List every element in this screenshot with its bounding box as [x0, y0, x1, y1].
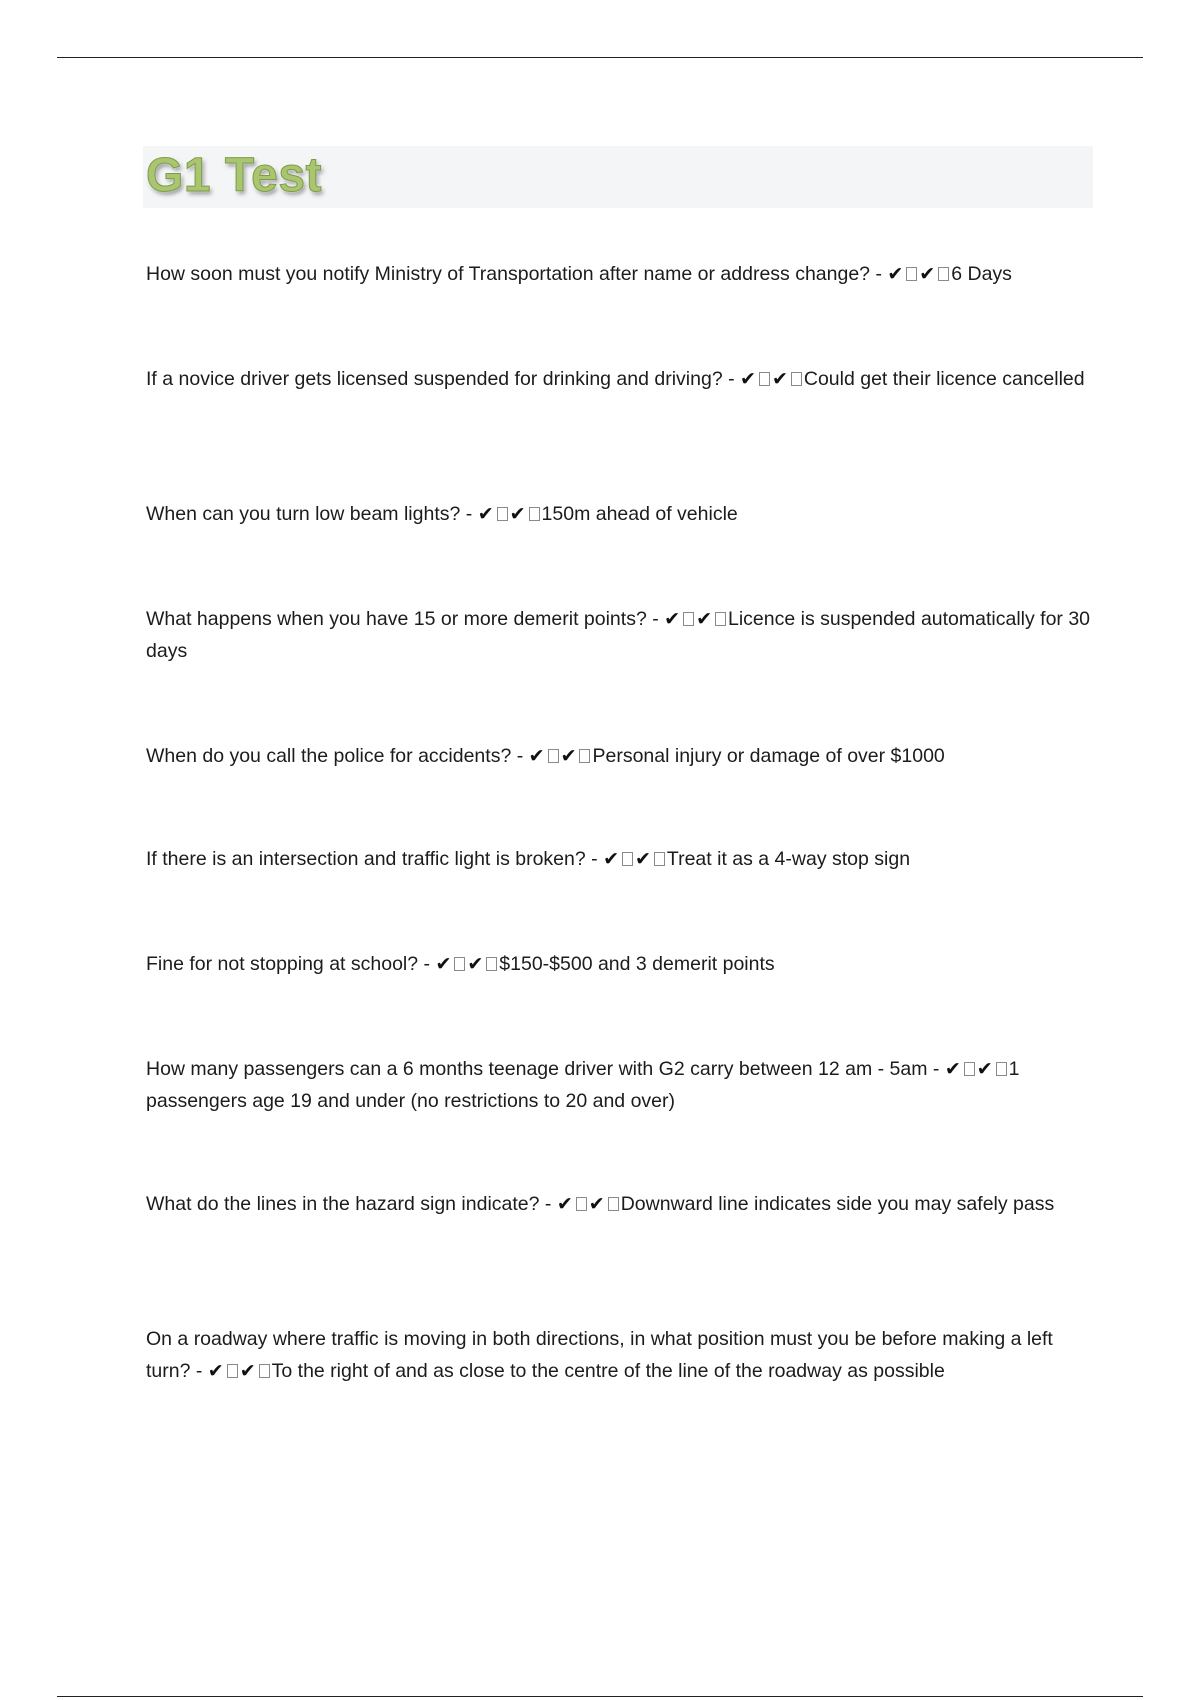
- qa-item-2: [146, 363, 1096, 395]
- checkbox-glyph-icon: [683, 612, 694, 626]
- separator: -: [585, 848, 604, 870]
- checkbox-glyph-icon: [227, 1364, 238, 1378]
- check-mark-icon: ✔: [560, 745, 577, 767]
- question-text: Fine for not stopping at school?: [146, 953, 419, 975]
- check-mark-icon: ✔: [435, 953, 452, 975]
- separator: -: [646, 608, 665, 630]
- checkbox-glyph-icon: [548, 749, 559, 763]
- qa-item-9: [146, 1188, 1096, 1220]
- checkbox-glyph-icon: [964, 1062, 975, 1076]
- check-mark-icon: ✔: [919, 263, 936, 285]
- separator: -: [511, 745, 529, 767]
- check-mark-icon: ✔: [634, 848, 651, 870]
- checkbox-glyph-icon: [608, 1197, 619, 1211]
- qa-item-5: [146, 740, 1096, 772]
- question-text: If a novice driver gets licensed suspended for drinking and driving?: [146, 368, 723, 390]
- checkbox-glyph-icon: [715, 612, 726, 626]
- bottom-rule: [57, 1696, 1143, 1697]
- checkbox-glyph-icon: [259, 1364, 270, 1378]
- top-rule: [57, 57, 1143, 58]
- checkbox-glyph-icon: [486, 957, 497, 971]
- qa-item-6: [146, 843, 1096, 875]
- answer-text: Downward line indicates side you may safely pass: [620, 1193, 1055, 1215]
- check-mark-icon: ✔: [664, 608, 681, 630]
- answer-text: 150m ahead of vehicle: [541, 503, 738, 525]
- check-mark-icon: ✔: [976, 1058, 993, 1080]
- checkbox-glyph-icon: [622, 852, 633, 866]
- question-text: What happens when you have 15 or more demerit points?: [146, 608, 647, 630]
- answer-text: Personal injury or damage of over $1000: [592, 745, 945, 767]
- check-mark-icon: ✔: [603, 848, 619, 870]
- checkbox-glyph-icon: [497, 507, 508, 521]
- check-mark-icon: ✔: [477, 503, 494, 525]
- checkbox-glyph-icon: [654, 852, 665, 866]
- answer-text: $150-$500 and 3 demerit points: [499, 953, 775, 975]
- qa-item-1: [146, 258, 1096, 290]
- answer-text: 6 Days: [951, 263, 1012, 285]
- checkbox-glyph-icon: [996, 1062, 1007, 1076]
- check-mark-icon: ✔: [696, 608, 712, 630]
- check-mark-icon: ✔: [887, 263, 904, 285]
- check-mark-icon: ✔: [528, 745, 545, 767]
- check-mark-icon: ✔: [207, 1360, 224, 1382]
- qa-item-7: [146, 948, 1096, 980]
- checkbox-glyph-icon: [529, 507, 540, 521]
- question-text: What do the lines in the hazard sign indicate?: [146, 1193, 540, 1215]
- checkbox-glyph-icon: [579, 749, 590, 763]
- qa-item-8: [146, 1053, 1096, 1117]
- check-mark-icon: ✔: [509, 503, 526, 525]
- qa-item-10: [146, 1323, 1096, 1387]
- answer-text: To the right of and as close to the centre of the line of the roadway as possible: [271, 1360, 945, 1382]
- check-mark-icon: ✔: [771, 368, 788, 390]
- question-text: How soon must you notify Ministry of Transportation after name or address change?: [146, 263, 871, 285]
- checkbox-glyph-icon: [576, 1197, 587, 1211]
- checkbox-glyph-icon: [906, 267, 917, 281]
- separator: -: [418, 953, 436, 975]
- answer-text: 1 passengers age 19 and under (no restrictions to 20 and over): [146, 1058, 1020, 1112]
- qa-item-3: [146, 498, 1096, 530]
- check-mark-icon: ✔: [740, 368, 756, 390]
- checkbox-glyph-icon: [454, 957, 465, 971]
- checkbox-glyph-icon: [791, 372, 802, 386]
- qa-item-4: [146, 603, 1096, 667]
- answer-text: Treat it as a 4-way stop sign: [666, 848, 911, 870]
- question-text: When do you call the police for accidents?: [146, 745, 512, 767]
- question-text: When can you turn low beam lights?: [146, 503, 461, 525]
- separator: -: [190, 1360, 208, 1382]
- check-mark-icon: ✔: [239, 1360, 256, 1382]
- check-mark-icon: ✔: [467, 953, 484, 975]
- separator: -: [927, 1058, 945, 1080]
- answer-text: Licence is suspended automatically for 30 days: [146, 608, 1091, 662]
- question-text: If there is an intersection and traffic light is broken?: [146, 848, 586, 870]
- separator: -: [460, 503, 478, 525]
- check-mark-icon: ✔: [944, 1058, 961, 1080]
- separator: -: [722, 368, 741, 390]
- checkbox-glyph-icon: [759, 372, 770, 386]
- check-mark-icon: ✔: [588, 1193, 605, 1215]
- separator: -: [539, 1193, 557, 1215]
- question-text: On a roadway where traffic is moving in both directions, in what position must you be before making a left turn?: [146, 1328, 1053, 1382]
- answer-text: Could get their licence cancelled: [803, 368, 1085, 390]
- checkbox-glyph-icon: [938, 267, 949, 281]
- separator: -: [870, 263, 888, 285]
- question-text: How many passengers can a 6 months teenage driver with G2 carry between 12 am - 5am: [146, 1058, 928, 1080]
- page-title: G1 Test: [146, 149, 322, 202]
- check-mark-icon: ✔: [556, 1193, 573, 1215]
